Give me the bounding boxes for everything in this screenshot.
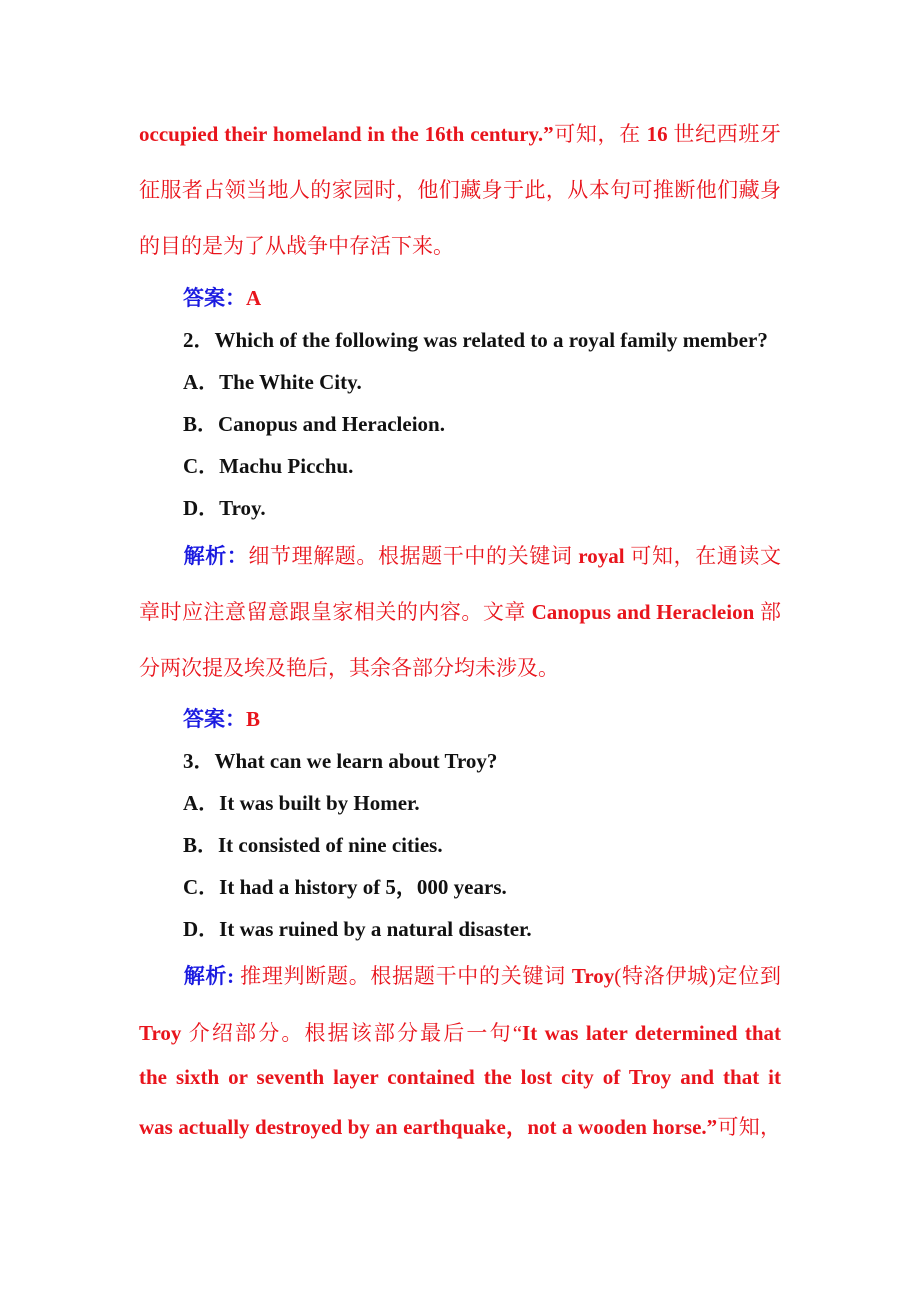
q3-explanation-line-4 xyxy=(139,1111,781,1141)
q2-explanation-text: 细节理解题。根据题干中的关键词 xyxy=(248,544,579,568)
q2-explanation-text-4: 部 xyxy=(754,600,782,624)
q2-explanation-line-3: 分两次提及埃及艳后，其余各部分均未涉及。 xyxy=(139,656,559,680)
q1-explanation-cn-2: 世纪西班牙 xyxy=(673,122,781,146)
q3-stem: 3．What can we learn about Troy? xyxy=(183,749,498,773)
answer-label: 答案： xyxy=(183,707,246,731)
q1-answer xyxy=(183,282,261,312)
answer-value: A xyxy=(246,286,262,310)
q2-option-d: D．Troy. xyxy=(183,496,266,520)
q2-answer xyxy=(183,703,260,733)
q3-explanation-line-1 xyxy=(139,960,781,990)
q2-option-a: A．The White City. xyxy=(183,370,362,394)
answer-value: B xyxy=(246,707,261,731)
q1-explanation-line-2: 征服者占领当地人的家园时，他们藏身于此，从本句可推断他们藏身 xyxy=(139,178,781,202)
q1-explanation-cn: 可知，在 xyxy=(553,122,641,146)
q2-option-b: B．Canopus and Heracleion. xyxy=(183,412,445,436)
q3-option-a: A．It was built by Homer. xyxy=(183,791,420,815)
analysis-label: 解析: xyxy=(183,964,235,988)
q3-option-d: D．It was ruined by a natural disaster. xyxy=(183,917,532,941)
q2-explanation-line-1 xyxy=(139,540,781,570)
q1-explanation-line-3: 的目的是为了从战争中存活下来。 xyxy=(139,234,454,258)
q2-explanation-text-3: 章时应注意留意跟皇家相关的内容。文章 xyxy=(139,600,532,624)
analysis-label: 解析： xyxy=(183,544,249,568)
q3-keyword: Troy xyxy=(571,964,615,988)
q2-keyword-2: Canopus and Heracleion xyxy=(531,600,755,624)
q3-explanation-line-3: the sixth or seventh layer contained the lost city of Troy and that it xyxy=(139,1065,781,1089)
q3-explanation-text-2: (特洛伊城)定位到 xyxy=(614,964,781,988)
q3-option-c: C．It had a history of 5，000 years. xyxy=(183,875,507,899)
q2-keyword: royal xyxy=(578,544,625,568)
q3-explanation-text: 推理判断题。根据题干中的关键词 xyxy=(234,964,572,988)
q3-explanation-text-4: 可知， xyxy=(717,1115,782,1139)
q3-quote-english: It was later determined that xyxy=(522,1021,781,1045)
q3-option-b: B．It consisted of nine cities. xyxy=(183,833,443,857)
q3-quote-english-2: was actually destroyed by an earthquake，not a wooden horse.” xyxy=(139,1115,718,1139)
q1-explanation-english: occupied their homeland in the 16th century.” xyxy=(139,122,554,146)
q1-explanation-number: 16 xyxy=(646,122,668,146)
q3-keyword-2: Troy xyxy=(139,1021,182,1045)
q2-explanation-text-2: 可知，在通读文 xyxy=(624,544,782,568)
q1-explanation-line-1 xyxy=(139,118,781,148)
q2-stem: 2．Which of the following was related to a royal family member? xyxy=(183,328,768,352)
answer-label: 答案： xyxy=(183,286,246,310)
q3-explanation-text-3: 介绍部分。根据该部分最后一句“ xyxy=(181,1021,523,1045)
q2-option-c: C．Machu Picchu. xyxy=(183,454,354,478)
q3-explanation-line-2 xyxy=(139,1017,781,1047)
q2-explanation-line-2 xyxy=(139,596,781,626)
